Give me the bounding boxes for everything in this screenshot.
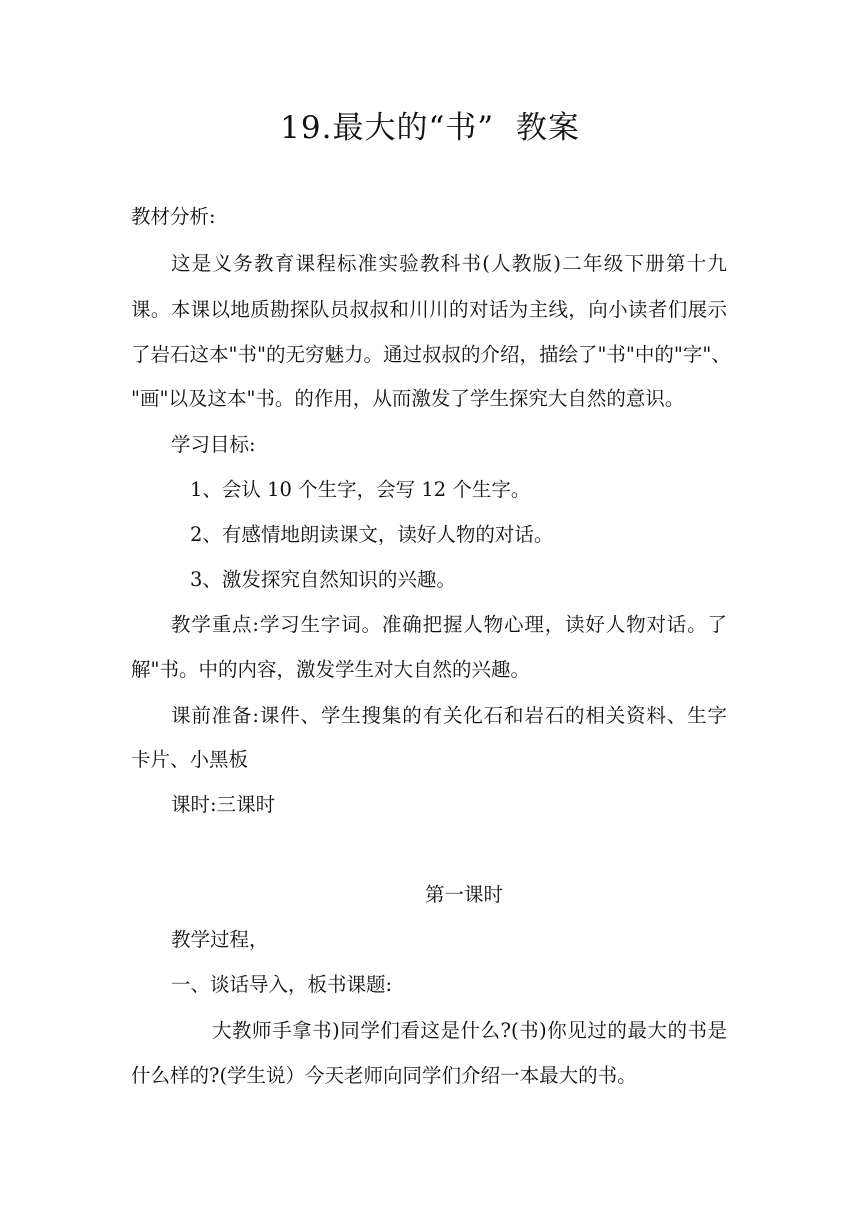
class-hours: 课时:三课时	[171, 793, 276, 816]
subsection-heading: 一、谈话导入，板书课题:	[171, 973, 393, 996]
goal-item: 2、有感情地朗读课文，读好人物的对话。	[190, 523, 554, 546]
paragraph-line: 什么样的?(学生说）今天老师向同学们介绍一本最大的书。	[131, 1064, 637, 1087]
paragraph-line: 了岩石这本"书"的无穷魅力。通过叔叔的介绍，描绘了"书"中的"字"、	[131, 343, 731, 366]
paragraph-line: 教学重点:学习生字词。准确把握人物心理，读好人物对话。了	[171, 613, 727, 636]
goal-item: 3、激发探究自然知识的兴趣。	[190, 568, 456, 591]
section-heading-first-lesson: 第一课时	[425, 883, 504, 906]
paragraph-line: "画"以及这本"书。的作用，从而激发了学生探究大自然的意识。	[131, 387, 685, 410]
document-title: 19.最大的“书” 教案	[280, 110, 580, 146]
paragraph-line: 大教师手拿书)同学们看这是什么?(书)你见过的最大的书是	[212, 1019, 727, 1042]
paragraph-line: 这是义务教育课程标准实验教科书(人教版)二年级下册第十九	[171, 252, 727, 275]
paragraph-line: 课前准备:课件、学生搜集的有关化石和岩石的相关资料、生字	[171, 704, 727, 727]
paragraph-line: 卡片、小黑板	[131, 748, 249, 771]
section-heading-teaching-process: 教学过程，	[171, 928, 269, 951]
section-heading-learning-goals: 学习目标:	[171, 433, 256, 456]
paragraph-line: 解"书。中的内容，激发学生对大自然的兴趣。	[131, 658, 530, 681]
section-heading-textbook-analysis: 教材分析:	[131, 205, 216, 228]
paragraph-line: 课。本课以地质勘探队员叔叔和川川的对话为主线，向小读者们展示	[131, 298, 727, 321]
goal-item: 1、会认 10 个生字，会写 12 个生字。	[190, 478, 531, 501]
